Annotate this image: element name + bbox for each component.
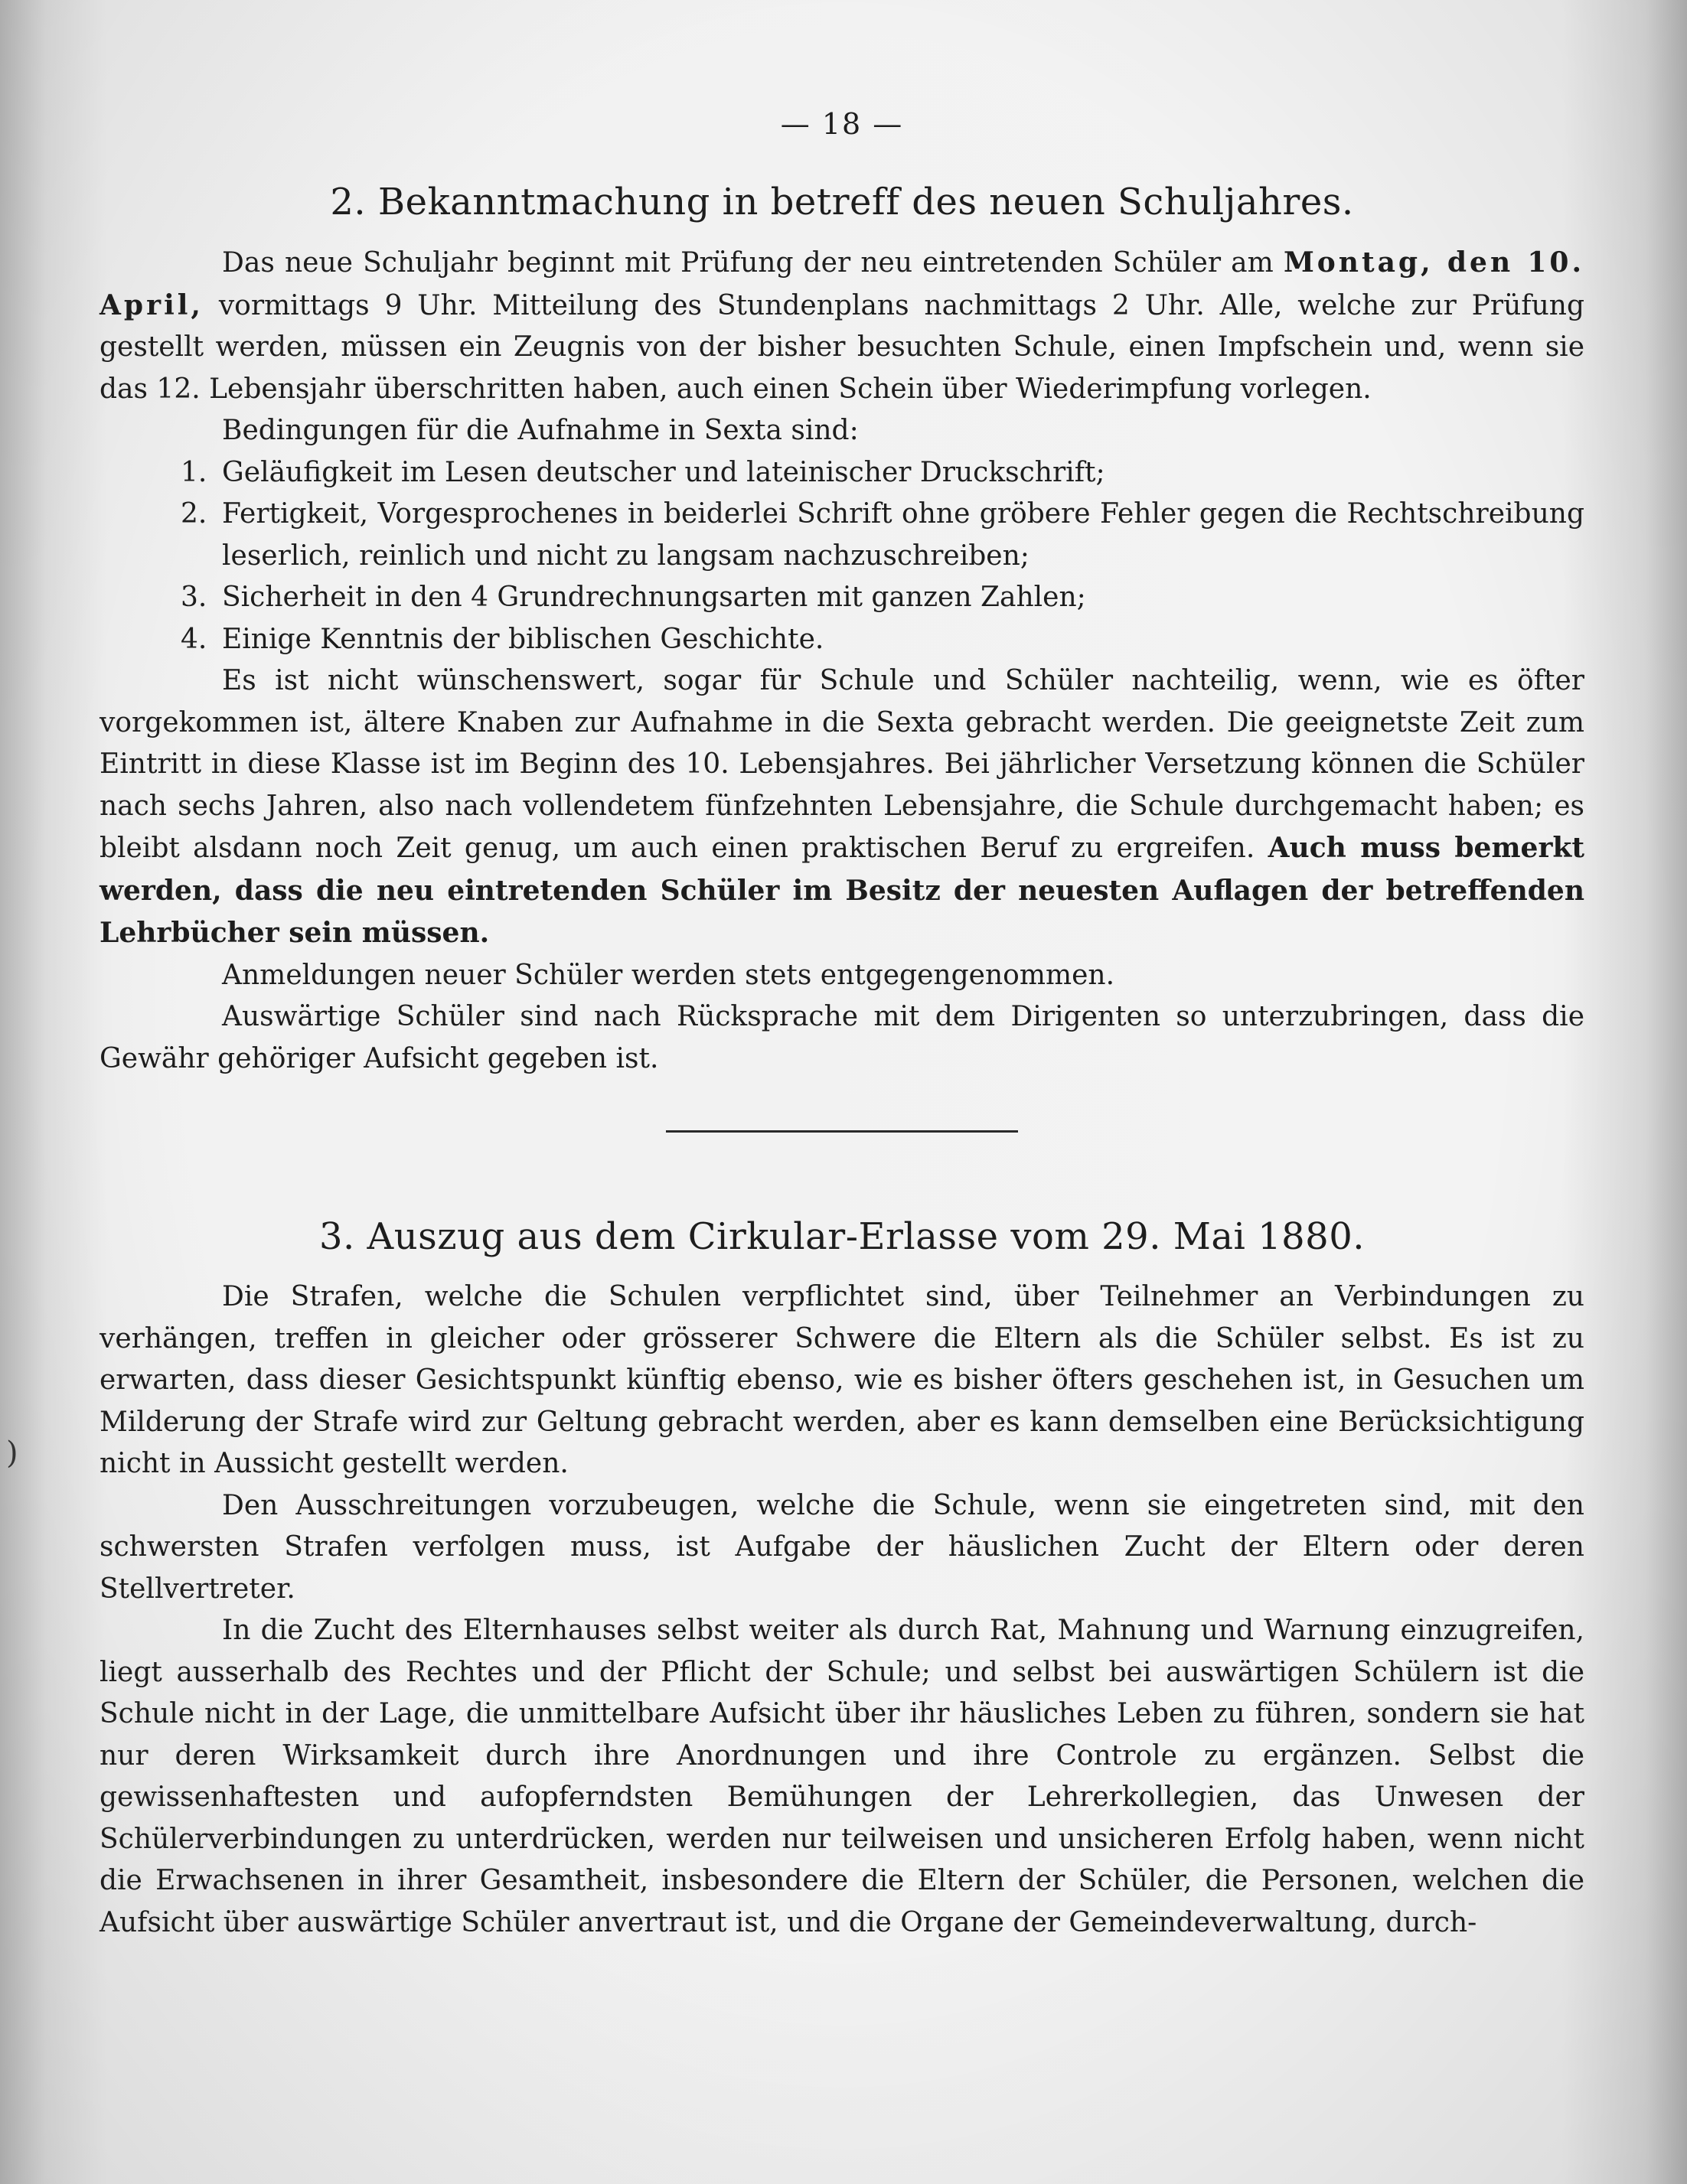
section-2-p2-bold-note: Auch muss bemerkt werden, dass die neu eintretenden Schüler im Besitz der neuesten Auflagen der betreffenden Lehrbücher sein müssen. [100, 832, 1584, 949]
section-3-paragraph-3: In die Zucht des Elternhauses selbst weiter als durch Rat, Mahnung und Warnung einzugreifen, liegt ausserhalb des Rechtes und der Pflicht der Schule; und selbst bei auswärtigen Schülern ist die Schule nicht in der Lage, die unmittelbare Aufsicht über ihr häusliches Leben zu führen, sondern sie hat nur deren Wirksamkeit durch ihre Anordnungen und ihre Controle zu ergänzen. Selbst die gewissenhaftesten und aufopferndsten Bemühungen der Lehrerkollegien, das Unwesen der Schülerverbindungen zu unterdrücken, werden nur teilweisen und unsicheren Erfolg haben, wenn nicht die Erwachsenen in ihrer Gesamtheit, insbesondere die Eltern der Schüler, die Personen, welchen die Aufsicht über auswärtige Schüler anvertraut ist, und die Organe der Gemeindeverwaltung, durch- [100, 1615, 1584, 1938]
section-3-heading: 3. Auszug aus dem Cirkular-Erlasse vom 29. Mai 1880. [319, 1215, 1365, 1258]
list-item-number: 3. [181, 582, 207, 613]
page-number: — 18 — [780, 107, 904, 141]
list-item [100, 619, 1584, 661]
section-2-p1-text-a: Das neue Schuljahr beginnt mit Prüfung der neu eintretenden Schüler am [222, 247, 1284, 279]
margin-mark: ) [6, 1436, 18, 1471]
section-2-p1-text-c: vormittags 9 Uhr. Mitteilung des Stundenplans nachmittags 2 Uhr. Alle, welche zur Prüfung gestellt werden, müssen ein Zeugnis von der bisher besuchten Schule, einen Impfschein und, wenn sie das 12. Lebensjahr überschritten haben, auch einen Schein über Wiederimpfung vorlegen. [100, 289, 1584, 405]
list-item [100, 577, 1584, 619]
list-item [100, 494, 1584, 577]
list-item-number: 4. [181, 623, 207, 655]
list-item-text: Sicherheit in den 4 Grundrechnungsarten mit ganzen Zahlen; [222, 582, 1086, 613]
section-2-p2-text: Es ist nicht wünschenswert, sogar für Schule und Schüler nachteilig, wenn, wie es öfter vorgekommen ist, ältere Knaben zur Aufnahme in die Sexta gebracht werden. Die geeignetste Zeit zum Eintritt in diese Klasse ist im Beginn des 10. Lebensjahres. Bei jährlicher Versetzung können die Schüler nach sechs Jahren, also nach vollendetem fünfzehnten Lebensjahre, die Schule durchgemacht haben; es bleibt alsdann noch Zeit genug, um auch einen praktischen Beruf zu ergreifen. [100, 665, 1584, 864]
section-2-paragraph-2 [100, 660, 1584, 955]
section-2-heading: 2. Bekanntmachung in betreff des neuen Schuljahres. [330, 181, 1354, 223]
section-3 [100, 1215, 1584, 1944]
section-divider [666, 1130, 1018, 1133]
section-2 [100, 181, 1584, 1080]
list-item-number: 2. [181, 498, 207, 530]
section-2-paragraph-1 [100, 242, 1584, 410]
list-item-number: 1. [181, 456, 207, 488]
conditions-intro: Bedingungen für die Aufnahme in Sexta sind: [222, 415, 859, 446]
page-content [100, 107, 1584, 1944]
list-item-text: Einige Kenntnis der biblischen Geschichte. [222, 623, 824, 655]
section-2-p1-date: Montag, den 10. April, [100, 246, 1584, 321]
section-2-paragraph-4: Auswärtige Schüler sind nach Rücksprache mit dem Dirigenten so unterzubringen, dass die Gewähr gehöriger Aufsicht gegeben ist. [100, 1001, 1584, 1074]
section-3-paragraph-2: Den Ausschreitungen vorzubeugen, welche die Schule, wenn sie eingetreten sind, mit den schwersten Strafen verfolgen muss, ist Aufgabe der häuslichen Zucht der Eltern oder deren Stellvertreter. [100, 1489, 1584, 1605]
list-item-text: Geläufigkeit im Lesen deutscher und lateinischer Druckschrift; [222, 456, 1105, 488]
section-3-paragraph-1: Die Strafen, welche die Schulen verpflichtet sind, über Teilnehmer an Verbindungen zu verhängen, treffen in gleicher oder grösserer Schwere die Eltern als die Schüler selbst. Es ist zu erwarten, dass dieser Gesichtspunkt künftig ebenso, wie es bisher öfters geschehen ist, in Gesuchen um Milderung der Strafe wird zur Geltung gebracht werden, aber es kann demselben eine Berücksichtigung nicht in Aussicht gestellt werden. [100, 1281, 1584, 1479]
list-item-text: Fertigkeit, Vorgesprochenes in beiderlei Schrift ohne gröbere Fehler gegen die Rechtschreibung leserlich, reinlich und nicht zu langsam nachzuschreiben; [222, 498, 1584, 572]
conditions-list [100, 452, 1584, 661]
section-2-paragraph-3: Anmeldungen neuer Schüler werden stets entgegengenommen. [222, 959, 1115, 991]
list-item [100, 452, 1584, 494]
